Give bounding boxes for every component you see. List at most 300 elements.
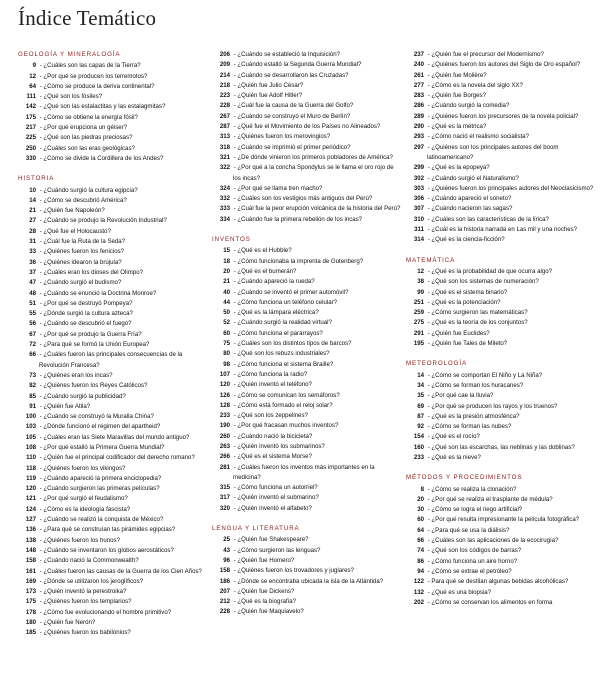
entry-question: ¿Quién inventó el teléfono?: [237, 381, 312, 389]
entry-question: ¿Qué es el sistema Morse?: [237, 453, 312, 461]
page-number: 100: [25, 413, 36, 421]
index-entry[interactable]: 202 - ¿Cómo se conservan los alimentos en forma: [406, 598, 594, 608]
page-number: 126: [219, 391, 230, 399]
index-entry[interactable]: 56 - ¿Cuándo se descubrió el fuego?: [18, 319, 208, 329]
index-entry[interactable]: 100 - ¿Cuándo se construyó la Muralla China?: [18, 412, 208, 422]
entry-question: ¿Cómo nació el realismo socialista?: [431, 133, 529, 141]
index-entry[interactable]: 212 - ¿Qué es la biografía?: [212, 597, 402, 607]
index-entry[interactable]: 21 - ¿Quién fue Napoleón?: [18, 206, 208, 216]
index-entry[interactable]: 8 - ¿Cómo se realiza la clonación?: [406, 485, 594, 495]
index-entry[interactable]: 15 - ¿Qué es el Hubble?: [212, 246, 402, 256]
page-number: 43: [223, 546, 230, 554]
page-number: 186: [219, 577, 230, 585]
index-entry[interactable]: 73 - ¿Quiénes eran los incas?: [18, 371, 208, 381]
index-entry[interactable]: 27 - ¿Cuándo se produjo la Revolución Industrial?: [18, 216, 208, 226]
entry-question: ¿Cuáles fueron los inventos más importantes en la medicina?: [233, 463, 375, 481]
index-entry[interactable]: 35 - ¿Por qué cae la lluvia?: [406, 391, 594, 401]
page-number: 34: [417, 381, 424, 389]
index-entry[interactable]: 37 - ¿Cuáles eran los dioses del Olimpo?: [18, 268, 208, 278]
index-entry[interactable]: 99 - ¿Qué es el sistema binario?: [406, 288, 594, 298]
entry-question: ¿Cómo está formado el reloj solar?: [237, 401, 333, 409]
page-number: 324: [219, 184, 230, 192]
index-entry[interactable]: 330 - ¿Cómo se divide la Cordillera de los Andes?: [18, 154, 208, 164]
index-entry[interactable]: 64 - ¿Para qué se usa la diálisis?: [406, 526, 594, 536]
entry-question: ¿Cuáles son las características de la lírica?: [431, 215, 549, 223]
index-entry[interactable]: 154 - ¿Qué es el rocío?: [406, 432, 594, 442]
page-number: 14: [417, 371, 424, 379]
index-entry[interactable]: 12 - ¿Qué es la probabilidad de que ocurra algo?: [406, 267, 594, 277]
entry-question: ¿Quién fue el principal codificador del derecho romano?: [43, 454, 195, 462]
page-number: 314: [413, 236, 424, 244]
page-number: 10: [29, 186, 36, 194]
index-entry[interactable]: 311 - ¿Cuál es la historia narrada en Las mil y una noches?: [406, 225, 594, 235]
index-entry[interactable]: 108 - ¿Por qué estalló la Primera Guerra Mundial?: [18, 443, 208, 453]
entry-question: ¿Por qué fracasan muchos inventos?: [237, 422, 339, 430]
index-entry[interactable]: 20 - ¿Por qué se realiza el trasplante de médula?: [406, 495, 594, 505]
index-entry[interactable]: 315 - ¿Cómo funciona un autorriel?: [212, 483, 402, 493]
entry-question: ¿Por qué se producen los terremotos?: [43, 72, 148, 80]
entry-question: ¿Cómo funciona un autorriel?: [237, 484, 318, 492]
index-entry[interactable]: 60 - ¿Cómo funciona el pararrayos?: [212, 329, 402, 339]
index-entry[interactable]: 38 - ¿Qué son los sistemas de numeración?: [406, 277, 594, 287]
index-entry[interactable]: 307 - ¿Cuándo nacieron las sagas?: [406, 204, 594, 214]
entry-question: ¿Quién fue Homero?: [237, 556, 295, 564]
entry-question: ¿Cómo se produce la deriva continental?: [43, 82, 155, 90]
index-entry[interactable]: 225 - ¿Qué son las piedras preciosas?: [18, 133, 208, 143]
index-entry[interactable]: 287 - ¿Qué fue el Movimiento de los Países no Alineados?: [212, 122, 402, 132]
index-entry[interactable]: 318 - ¿Cuándo se imprimió el primer periódico?: [212, 143, 402, 153]
index-entry[interactable]: 122 - Para qué se destilan algunas bebidas alcohólicas?: [406, 577, 594, 587]
entry-question: ¿Cuándo se estableció la Inquisición?: [237, 51, 341, 58]
index-entry[interactable]: 12 - ¿Por qué se producen los terremotos?: [18, 72, 208, 82]
page-number: 80: [223, 350, 230, 358]
entry-question: ¿Cuándo se desarrollaron las Cruzadas?: [237, 71, 349, 79]
entry-question: ¿Dónde se encontraba ubicada la isla de la Atlántida?: [237, 577, 384, 585]
index-entry[interactable]: 186 - ¿Dónde se encontraba ubicada la isla de la Atlántida?: [212, 577, 402, 587]
index-entry[interactable]: 75 - ¿Cuáles son los distintos tipos de barcos?: [212, 339, 402, 349]
entry-question: ¿Cómo se divide la Cordillera de los Andes?: [43, 154, 164, 162]
page-number: 233: [413, 453, 424, 461]
page-number: 154: [413, 433, 424, 441]
entry-question: ¿Cómo es la ideología fascista?: [43, 505, 131, 513]
index-entry[interactable]: 314 - ¿Qué es la ciencia-ficción?: [406, 235, 594, 245]
entry-question: ¿Cómo se extrae el petróleo?: [431, 567, 512, 575]
index-entry[interactable]: 128 - ¿Cómo está formado el reloj solar?: [212, 401, 402, 411]
index-entry[interactable]: 138 - ¿Quiénes fueron los hunos?: [18, 536, 208, 546]
entry-question: ¿Quién fue Adolf Hitler?: [237, 92, 303, 100]
index-entry[interactable]: 136 - ¿Para qué se construían las pirámides egipcias?: [18, 525, 208, 535]
index-entry[interactable]: 175 - ¿Quiénes fueron los templarios?: [18, 597, 208, 607]
index-entry[interactable]: 31 - ¿Cuál fue la Ruta de la Seda?: [18, 237, 208, 247]
index-entry[interactable]: 160 - ¿Qué son las escarchas, las neblinas y las doblinas?: [406, 443, 594, 453]
page-number: 299: [413, 164, 424, 172]
page-number: 136: [25, 526, 36, 534]
entry-question: ¿Cómo se logra el riego artificial?: [431, 506, 523, 514]
index-entry[interactable]: 20 - ¿Qué es el bumerán?: [212, 267, 402, 277]
index-entry[interactable]: 132 - ¿Qué es una biopsia?: [406, 588, 594, 598]
index-entry[interactable]: 218 - ¿Quién fue Julio César?: [212, 81, 402, 91]
index-entry[interactable]: 52 - ¿Cuándo surgió la realidad virtual?: [212, 318, 402, 328]
index-entry[interactable]: 251 - ¿Qué es la potenciación?: [406, 298, 594, 308]
index-entry[interactable]: 120 - ¿Quién inventó el teléfono?: [212, 380, 402, 390]
index-entry[interactable]: 267 - ¿Cuándo se construyó el Muro de Berlín?: [212, 112, 402, 122]
index-entry[interactable]: 103 - ¿Dónde funcionó el régimen del apartheid?: [18, 422, 208, 432]
page-number: 98: [223, 360, 230, 368]
index-entry[interactable]: 60 - ¿Por qué resulta impresionante la película fotográfica?: [406, 515, 594, 525]
index-entry[interactable]: 96 - ¿Quién fue Homero?: [212, 556, 402, 566]
index-entry[interactable]: 228 - ¿Quién fue Maquiavelo?: [212, 607, 402, 617]
page-number: 66: [417, 537, 424, 545]
entry-question: ¿Para qué se construían las pirámides egipcias?: [43, 526, 176, 534]
page-number: 72: [29, 341, 36, 349]
entry-question: ¿Quiénes fueron los fenicios?: [43, 248, 125, 256]
index-entry[interactable]: 332 - ¿Cuáles son los vestigios más antiguos del Perú?: [212, 194, 402, 204]
page-number: 82: [29, 382, 36, 390]
entry-question: ¿Cuándo surgió la comedia?: [431, 102, 510, 110]
page-number: 334: [219, 215, 230, 223]
entry-question: ¿Para qué se formó la Unión Europea?: [43, 341, 150, 349]
index-entry[interactable]: 237 - ¿Quién fue el precursor del Modernismo?: [406, 50, 594, 60]
entry-question: ¿Quiénes fueron los vikingos?: [43, 464, 126, 472]
page-number: 60: [223, 329, 230, 337]
page-number: 110: [26, 454, 36, 462]
index-entry[interactable]: 209 - ¿Cuándo estalló la Segunda Guerra Mundial?: [212, 60, 402, 70]
entry-question: ¿Qué son los zeppelines?: [237, 412, 308, 420]
page-number: 250: [25, 144, 36, 152]
index-entry[interactable]: 283 - ¿Quién fue Borges?: [406, 91, 594, 101]
index-entry[interactable]: 291 - ¿Quién fue Euclides?: [406, 329, 594, 339]
entry-question: ¿Qué son las piedras preciosas?: [43, 134, 133, 142]
index-entry[interactable]: 111 - ¿Qué son los fósiles?: [18, 92, 208, 102]
entry-question: ¿Qué es el rocío?: [431, 433, 480, 441]
entry-question: ¿Quiénes fueron los hunos?: [43, 536, 120, 544]
index-entry[interactable]: 30 - ¿Cómo se logra el riego artificial?: [406, 505, 594, 515]
index-entry[interactable]: 64 - ¿Cómo se produce la deriva continental?: [18, 82, 208, 92]
index-entry[interactable]: 110 - ¿Quién fue el principal codificador del derecho romano?: [18, 453, 208, 463]
index-entry[interactable]: 260 - ¿Cuándo nació la bicicleta?: [212, 432, 402, 442]
entry-question: ¿Qué fue el Movimiento de los Países no Alineados?: [237, 123, 381, 131]
section-heading: HISTORIA: [18, 175, 55, 183]
page-number: 283: [413, 92, 424, 100]
index-entry[interactable]: 124 - ¿Cómo es la ideología fascista?: [18, 505, 208, 515]
entry-question: ¿Qué es la nieve?: [431, 453, 481, 461]
entry-question: ¿Qué son los sistemas de numeración?: [431, 278, 539, 286]
index-entry[interactable]: 43 - ¿Cómo surgieron las lenguas?: [212, 546, 402, 556]
index-entry[interactable]: 36 - ¿Quiénes idearon la brújula?: [18, 258, 208, 268]
index-entry[interactable]: 233 - ¿Qué es la nieve?: [406, 453, 594, 463]
page-number: 287: [219, 123, 230, 131]
index-entry[interactable]: 206 - ¿Cuándo se estableció la Inquisición?: [212, 50, 402, 60]
index-entry[interactable]: 185 - ¿Quiénes fueron los babilonios?: [18, 628, 208, 638]
index-entry[interactable]: 67 - ¿Por qué se produjo la Guerra Fría?: [18, 330, 208, 340]
index-entry[interactable]: 48 - ¿Cuándo se enunció la Doctrina Monroe?: [18, 289, 208, 299]
index-entry[interactable]: 44 - ¿Cómo funciona un teléfono celular?: [212, 298, 402, 308]
entry-question: ¿Quién inventó el alfabeto?: [237, 504, 312, 512]
page-number: 85: [29, 392, 36, 400]
entry-question: ¿Quiénes fueron los Reyes Católicos?: [43, 382, 148, 390]
section-heading: MÉTODOS Y PROCEDIMIENTOS: [406, 474, 523, 482]
entry-question: ¿Cuáles son las eras geológicas?: [43, 144, 135, 152]
index-entry[interactable]: 107 - ¿Cómo funciona la radio?: [212, 370, 402, 380]
entry-question: ¿Qué es la presión atmosférica?: [431, 412, 520, 420]
index-entry[interactable]: 303 - ¿Quiénes fueron los principales autores del Neoclasicismo?: [406, 184, 594, 194]
entry-question: ¿Cuándo apareció el soneto?: [431, 195, 512, 203]
page-number: 64: [29, 82, 36, 90]
entry-question: ¿Cuándo nacieron las sagas?: [431, 205, 513, 213]
entry-question: ¿Quiénes fueron los babilonios?: [43, 629, 131, 637]
index-entry[interactable]: 66 - ¿Cuáles fueron las principales consecuencias de la Revolución Francesa?: [18, 350, 208, 371]
index-entry[interactable]: 180 - ¿Quién fue Nerón?: [18, 618, 208, 628]
index-entry[interactable]: 94 - ¿Cómo se extrae el petróleo?: [406, 567, 594, 577]
page-number: 21: [29, 207, 36, 215]
index-entry[interactable]: 223 - ¿Quién fue Adolf Hitler?: [212, 91, 402, 101]
index-entry[interactable]: 266 - ¿Qué es el sistema Morse?: [212, 452, 402, 462]
entry-question: ¿Cuáles fueron las principales consecuencias de la Revolución Francesa?: [39, 351, 183, 369]
page-number: 297: [413, 143, 424, 151]
index-entry[interactable]: 14 - ¿Cómo se descubrió América?: [18, 196, 208, 206]
page-number: 60: [417, 516, 424, 524]
page-number: 158: [25, 557, 36, 565]
index-entry[interactable]: 178 - ¿Cómo fue evolucionando el hombre primitivo?: [18, 608, 208, 618]
entry-question: ¿Por qué estalló la Primera Guerra Mundial?: [43, 443, 165, 451]
index-entry[interactable]: 85 - ¿Cuándo surgió la publicidad?: [18, 392, 208, 402]
index-entry[interactable]: 250 - ¿Cuáles son las eras geológicas?: [18, 144, 208, 154]
index-entry[interactable]: 289 - ¿Quiénes fueron los precursores de la novela policial?: [406, 112, 594, 122]
index-entry[interactable]: 51 - ¿Por qué se destruyó Pompeya?: [18, 299, 208, 309]
entry-question: ¿Cuándo se construyó la Muralla China?: [43, 413, 154, 421]
index-entry[interactable]: 148 - ¿Cuándo se inventaron los globos aerostáticos?: [18, 546, 208, 556]
page-number: 259: [413, 309, 424, 317]
page-number: 180: [25, 619, 36, 627]
index-entry[interactable]: 214 - ¿Cuándo se desarrollaron las Cruzadas?: [212, 71, 402, 81]
index-entry[interactable]: 290 - ¿Qué es la métrica?: [406, 122, 594, 132]
entry-question: ¿Cómo funciona el pararrayos?: [237, 329, 323, 337]
entry-question: ¿Cuál es la historia narrada en Las mil y una noches?: [431, 226, 578, 234]
index-entry[interactable]: 69 - ¿Por qué se producen los rayos y los truenos?: [406, 402, 594, 412]
entry-question: ¿Por qué surgió el feudalismo?: [43, 495, 128, 503]
index-entry[interactable]: 14 - ¿Cómo se comportan El Niño y La Niña?: [406, 371, 594, 381]
index-entry[interactable]: 87 - ¿Qué es la presión atmosférica?: [406, 412, 594, 422]
index-entry[interactable]: 72 - ¿Para qué se formó la Unión Europea?: [18, 340, 208, 350]
index-entry[interactable]: 175 - ¿Cómo se obtiene la energía fósil?: [18, 113, 208, 123]
index-entry[interactable]: 74 - ¿Qué son los códigos de barras?: [406, 546, 594, 556]
page-number: 237: [413, 51, 424, 58]
page-number: 75: [223, 340, 230, 348]
entry-question: ¿Cuándo se realizó la conquista de México?: [43, 516, 164, 524]
index-entry[interactable]: 121 - ¿Por qué surgió el feudalismo?: [18, 494, 208, 504]
index-entry[interactable]: 261 - ¿Quién fue Molière?: [406, 71, 594, 81]
entry-question: ¿Cuáles fueron las causas de la Guerra de los Cien Años?: [43, 567, 202, 575]
entry-question: ¿Cuándo fue la primera rebelión de los incas?: [237, 215, 363, 223]
index-entry[interactable]: 126 - ¿Cómo se comunican los semáforos?: [212, 391, 402, 401]
index-entry[interactable]: 98 - ¿Cómo funciona el sistema Braille?: [212, 360, 402, 370]
entry-question: ¿Quién fue Julio César?: [237, 81, 304, 89]
index-entry[interactable]: 55 - ¿Dónde surgió la cultura azteca?: [18, 309, 208, 319]
index-entry[interactable]: 293 - ¿Cómo nació el realismo socialista?: [406, 132, 594, 142]
entry-question: ¿Cuáles son los vestigios más antiguos del Perú?: [237, 195, 373, 203]
index-entry[interactable]: 195 - ¿Quién fue Tales de Mileto?: [406, 339, 594, 349]
entry-question: ¿Qué son los códigos de barras?: [431, 547, 522, 555]
section-heading: GEOLOGÍA Y MINERALOGÍA: [18, 51, 121, 58]
page-number: 289: [413, 112, 424, 120]
index-entry[interactable]: 320 - ¿Quién inventó el alfabeto?: [212, 504, 402, 514]
entry-question: ¿Cuándo surgió la realidad virtual?: [237, 319, 332, 327]
entry-question: ¿Cuándo se inventó el primer automóvil?: [237, 288, 349, 296]
index-entry[interactable]: 240 - ¿Quiénes fueron los autores del Siglo de Oro español?: [406, 60, 594, 70]
entry-question: ¿Cuáles son las capas de la Tierra?: [43, 62, 141, 70]
entry-question: ¿Cómo se comunican los semáforos?: [237, 391, 340, 399]
index-entry[interactable]: 142 - ¿Qué son las estalactitas y las estalagmitas?: [18, 102, 208, 112]
page-number: 50: [223, 309, 230, 317]
page-number: 251: [413, 298, 424, 306]
index-entry[interactable]: 127 - ¿Cuándo se realizó la conquista de México?: [18, 515, 208, 525]
page-number: 190: [219, 422, 230, 430]
index-entry[interactable]: 120 - ¿Cuándo surgieron las primeras películas?: [18, 484, 208, 494]
index-entry[interactable]: 18 - ¿Cómo funcionaba la imprenta de Gutenberg?: [212, 257, 402, 267]
index-entry[interactable]: 286 - ¿Cuándo surgió la comedia?: [406, 101, 594, 111]
page-number: 311: [414, 226, 424, 234]
section-heading: LENGUA Y LITERATURA: [212, 525, 300, 533]
page-number: 169: [25, 577, 36, 585]
entry-question: ¿Quiénes fueron los autores del Siglo de Oro español?: [431, 61, 581, 69]
page-number: 293: [413, 133, 424, 141]
page-number: 67: [29, 330, 36, 338]
index-entry[interactable]: 317 - ¿Quién inventó el submarino?: [212, 493, 402, 503]
page-number: 111: [26, 93, 36, 101]
page-number: 14: [29, 196, 36, 204]
index-entry[interactable]: 334 - ¿Cuándo fue la primera rebelión de los incas?: [212, 215, 402, 225]
index-entry[interactable]: 173 - ¿Quién inventó la perestroika?: [18, 587, 208, 597]
index-entry[interactable]: 161 - ¿Cuáles fueron las causas de la Guerra de los Cien Años?: [18, 567, 208, 577]
page-number: 20: [417, 495, 424, 503]
index-entry[interactable]: 50 - ¿Qué es la lámpara eléctrica?: [212, 308, 402, 318]
entry-question: ¿Cuál fue la peor erupción volcánica de la historia del Perú?: [237, 205, 401, 213]
page-number: 320: [219, 504, 230, 512]
index-entry[interactable]: 277 - ¿Cómo es la novela del siglo XX?: [406, 81, 594, 91]
index-entry[interactable]: 169 - ¿Dónde se utilizaron los jeroglíficos?: [18, 577, 208, 587]
entry-question: ¿Quiénes fueron los templarios?: [43, 598, 132, 606]
page-number: 233: [219, 412, 230, 420]
entry-question: ¿Quiénes eran los incas?: [43, 371, 113, 379]
page-number: 40: [223, 288, 230, 296]
entry-question: ¿Cómo se forman las nubes?: [431, 423, 512, 431]
page-number: 175: [25, 113, 36, 121]
index-entry[interactable]: 207 - ¿Quién fue Dickens?: [212, 587, 402, 597]
page-number: 44: [223, 298, 230, 306]
index-entry[interactable]: 47 - ¿Cuándo surgió el budismo?: [18, 278, 208, 288]
entry-question: ¿Qué son las estalactitas y las estalagmitas?: [43, 103, 166, 111]
index-entry[interactable]: 324 - ¿Por qué se llama tren macho?: [212, 184, 402, 194]
index-entry[interactable]: 82 - ¿Quiénes fueron los Reyes Católicos?: [18, 381, 208, 391]
page-number: 206: [219, 51, 230, 58]
entry-question: ¿Cuándo estalló la Segunda Guerra Mundial?: [237, 61, 362, 69]
index-entry[interactable]: 9 - ¿Cuáles son las capas de la Tierra?: [18, 61, 208, 71]
entry-question: ¿Quiénes fueron los trovadores y juglares?: [237, 567, 354, 575]
index-entry[interactable]: 34 - ¿Cómo se forman los huracanes?: [406, 381, 594, 391]
entry-question: ¿Cómo funciona la radio?: [237, 370, 308, 378]
page-number: 303: [413, 184, 424, 192]
index-entry[interactable]: 297 - ¿Quiénes son los principales autores del boom latinoamericano?: [406, 143, 594, 164]
page-number: 185: [25, 629, 36, 637]
index-entry[interactable]: 33 - ¿Quiénes fueron los fenicios?: [18, 247, 208, 257]
page-number: 107: [219, 370, 230, 378]
entry-question: ¿Cómo se conservan los alimentos en forma: [431, 598, 553, 606]
entry-question: ¿Cuáles eran las Siete Maravillas del mundo antiguo?: [43, 433, 190, 441]
index-entry[interactable]: 310 - ¿Cuáles son las características de la lírica?: [406, 215, 594, 225]
index-entry[interactable]: 333 - ¿Cuál fue la peor erupción volcánica de la historia del Perú?: [212, 204, 402, 214]
index-entry[interactable]: 105 - ¿Cuáles eran las Siete Maravillas del mundo antiguo?: [18, 433, 208, 443]
index-entry[interactable]: 281 - ¿Cuáles fueron los inventos más importantes en la medicina?: [212, 463, 402, 484]
index-entry[interactable]: 66 - ¿Cuáles son las aplicaciones de la ecocirugía?: [406, 536, 594, 546]
index-entry[interactable]: 306 - ¿Cuándo apareció el soneto?: [406, 194, 594, 204]
page-number: 214: [219, 71, 230, 79]
entry-question: ¿Qué es la potenciación?: [431, 298, 501, 306]
index-entry[interactable]: 217 - ¿Por qué erupciona un géiser?: [18, 123, 208, 133]
index-entry[interactable]: 25 - ¿Quién fue Shakespeare?: [212, 535, 402, 545]
entry-question: ¿Dónde se utilizaron los jeroglíficos?: [43, 577, 144, 585]
index-entry[interactable]: 158 - ¿Cuándo nació la Commonwealth?: [18, 556, 208, 566]
index-entry[interactable]: 40 - ¿Cuándo se inventó el primer automóvil?: [212, 288, 402, 298]
entry-question: ¿Cómo surgieron las lenguas?: [237, 546, 321, 554]
index-entry[interactable]: 119 - ¿Cuándo apareció la primera enciclopedia?: [18, 474, 208, 484]
page-number: 306: [413, 195, 424, 203]
index-entry[interactable]: 233 - ¿Qué son los zeppelines?: [212, 411, 402, 421]
index-entry[interactable]: 28 - ¿Qué fue el Holocausto?: [18, 227, 208, 237]
index-entry[interactable]: 158 - ¿Quiénes fueron los trovadores y juglares?: [212, 566, 402, 576]
index-entry[interactable]: 259 - ¿Cómo surgieron las matemáticas?: [406, 308, 594, 318]
entry-question: ¿Por qué se destruyó Pompeya?: [43, 299, 133, 307]
page-number: 310: [413, 215, 424, 223]
index-entry[interactable]: 321 - ¿De dónde vinieron los primeros pobladores de América?: [212, 153, 402, 163]
entry-question: ¿Qué es la probabilidad de que ocurra algo?: [431, 267, 553, 275]
index-entry[interactable]: 91 - ¿Quién fue Atila?: [18, 402, 208, 412]
index-entry[interactable]: 299 - ¿Qué es la epopeya?: [406, 163, 594, 173]
index-entry[interactable]: 322 - ¿Por qué a la concha Spondylus se le llama el oro rojo de los incas?: [212, 163, 402, 184]
entry-question: ¿Qué es el bumerán?: [237, 267, 297, 275]
index-entry[interactable]: 21 - ¿Cuándo apareció la rueda?: [212, 277, 402, 287]
page-number: 124: [25, 505, 36, 513]
page-number: 27: [29, 217, 36, 225]
page-number: 132: [413, 588, 424, 596]
page-number: 121: [25, 495, 36, 503]
index-entry[interactable]: 86 - ¿Cómo funciona un aire horno?: [406, 557, 594, 567]
entry-question: ¿Por qué a la concha Spondylus se le llama el oro rojo de los incas?: [233, 164, 394, 182]
page-number: 175: [25, 598, 36, 606]
index-entry[interactable]: 118 - ¿Quiénes fueron los vikingos?: [18, 464, 208, 474]
entry-question: ¿Cuándo se enunció la Doctrina Monroe?: [43, 289, 157, 297]
page-number: 277: [413, 81, 424, 89]
index-entry[interactable]: 313 - ¿Quiénes fueron los merovingios?: [212, 132, 402, 142]
page-number: 321: [219, 153, 230, 161]
entry-question: ¿Cuándo surgió la publicidad?: [43, 392, 126, 400]
index-entry[interactable]: 92 - ¿Cómo se forman las nubes?: [406, 422, 594, 432]
index-entry[interactable]: 80 - ¿Qué son los rebuzs industriales?: [212, 349, 402, 359]
entry-question: ¿Quién inventó el submarino?: [237, 494, 319, 502]
page-number: 47: [29, 279, 36, 287]
index-entry[interactable]: 275 - ¿Qué es la teoría de los conjuntos?: [406, 318, 594, 328]
index-entry[interactable]: 10 - ¿Cuándo surgió la cultura egipcia?: [18, 186, 208, 196]
index-entry[interactable]: 190 - ¿Por qué fracasan muchos inventos?: [212, 421, 402, 431]
entry-question: ¿Cuándo nació la bicicleta?: [237, 432, 313, 440]
index-entry[interactable]: 302 - ¿Cuándo surgió el Naturalismo?: [406, 174, 594, 184]
index-entry[interactable]: 228 - ¿Cuál fue la causa de la Guerra del Golfo?: [212, 101, 402, 111]
page-number: 217: [25, 124, 36, 132]
entry-question: ¿Quién fue Nerón?: [43, 619, 96, 627]
page-number: 142: [25, 103, 36, 111]
index-entry[interactable]: 263 - ¿Quién inventó los submarinos?: [212, 442, 402, 452]
page-number: 20: [223, 267, 230, 275]
page-number: 52: [223, 319, 230, 327]
